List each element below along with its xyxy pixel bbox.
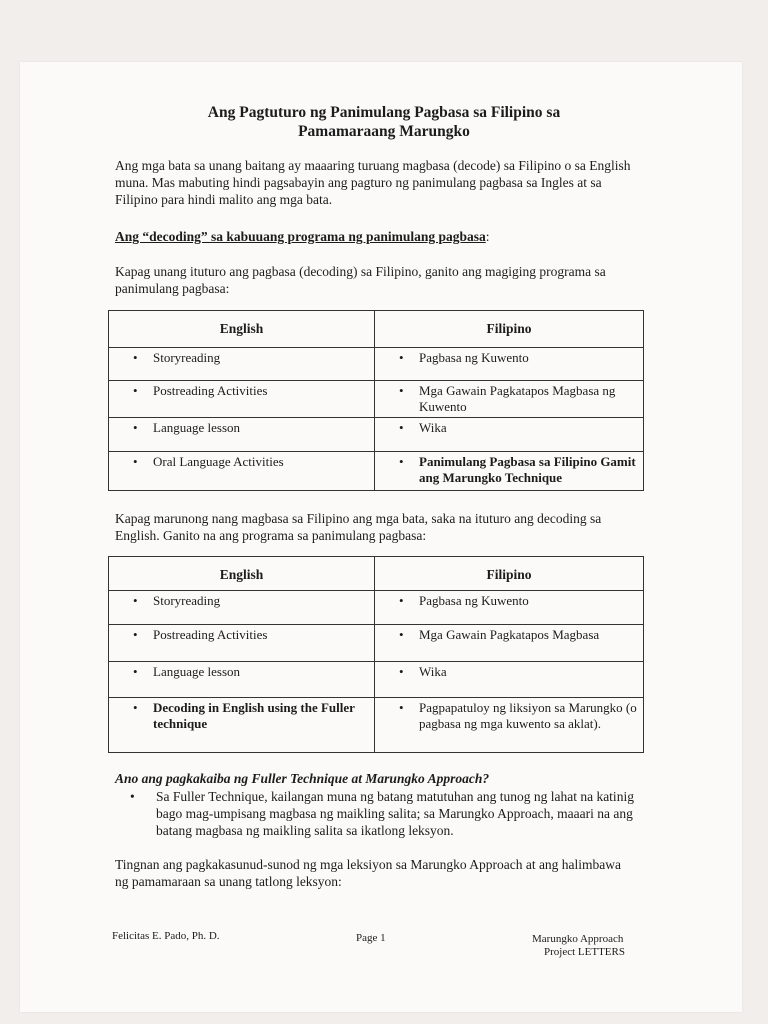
bullet-icon: •	[133, 350, 138, 365]
table-header-row	[109, 311, 644, 348]
bullet-icon: •	[133, 383, 138, 398]
footer-project-line-2: Project LETTERS	[544, 946, 625, 958]
bullet-icon: •	[133, 593, 138, 608]
bullet-icon: •	[399, 700, 404, 715]
table-row	[109, 418, 644, 452]
cell-english: Language lesson	[153, 420, 241, 435]
cell-filipino: Panimulang Pagbasa sa Filipino Gamit ang Marungko Technique	[419, 454, 636, 485]
bullet-icon: •	[399, 350, 404, 365]
section-heading	[115, 228, 635, 245]
table-row	[109, 452, 644, 491]
title-line-2: Pamamaraang Marungko	[298, 123, 470, 140]
cell-english: Postreading Activities	[153, 627, 268, 642]
paragraph-2: Kapag marunong nang magbasa sa Filipino ang mga bata, saka na ituturo ang decoding sa English. Ganito na ang programa sa panimulang pagbasa:	[115, 511, 602, 543]
cell-filipino: Pagbasa ng Kuwento	[419, 350, 529, 365]
bullet-icon: •	[133, 664, 138, 679]
table-header-row	[109, 557, 644, 591]
cell-english: Storyreading	[153, 593, 221, 608]
section-heading-text: Ang “decoding” sa kabuuang programa ng panimulang pagbasa	[115, 229, 486, 244]
bullet-icon: •	[399, 420, 404, 435]
footer-project	[532, 933, 625, 959]
footer-page-number: Page 1	[356, 932, 386, 944]
cell-filipino: Pagpapatuloy ng liksiyon sa Marungko (o pagbasa ng mga kuwento sa aklat).	[419, 700, 637, 731]
program-table-2	[108, 556, 644, 753]
bullet-icon: •	[133, 627, 138, 642]
table-row	[109, 381, 644, 418]
cell-english: Decoding in English using the Fuller technique	[153, 700, 355, 731]
program-table-1	[108, 310, 644, 491]
bullet-icon: •	[399, 454, 404, 469]
title-line-1: Ang Pagtuturo ng Panimulang Pagbasa sa Filipino sa	[207, 104, 561, 121]
bullet-icon: •	[399, 664, 404, 679]
column-header-english: English	[109, 311, 375, 348]
cell-filipino: Wika	[419, 420, 447, 435]
bullet-icon: •	[399, 383, 404, 398]
cell-filipino: Mga Gawain Pagkatapos Magbasa	[419, 627, 600, 642]
bullet-icon: •	[133, 420, 138, 435]
answer-text: Sa Fuller Technique, kailangan muna ng batang matutuhan ang tunog ng lahat na katinig bago mag-umpisang magbasa ng maikling salita; sa Marungko Approach, maaari na ang batang magbasa ng maikling salita sa ikatlong leksyon.	[156, 789, 634, 838]
bullet-icon: •	[399, 627, 404, 642]
cell-filipino: Wika	[419, 664, 447, 679]
table-row	[109, 698, 644, 753]
bullet-icon: •	[133, 700, 138, 715]
paragraph-3: Tingnan ang pagkakasunud-sunod ng mga leksiyon sa Marungko Approach at ang halimbawa ng pamamaraan sa unang tatlong leksyon:	[115, 857, 622, 889]
cell-english: Language lesson	[153, 664, 241, 679]
column-header-filipino: Filipino	[375, 557, 644, 591]
cell-filipino: Mga Gawain Pagkatapos Magbasa ng Kuwento	[419, 383, 616, 414]
table-row	[109, 348, 644, 381]
cell-english: Storyreading	[153, 350, 221, 365]
footer-author: Felicitas E. Pado, Ph. D.	[112, 930, 220, 942]
document-title	[0, 103, 768, 141]
cell-english: Oral Language Activities	[153, 454, 284, 469]
table-row	[109, 625, 644, 662]
table-row	[109, 591, 644, 625]
section-heading-colon: :	[485, 229, 490, 244]
footer-project-line-1: Marungko Approach	[532, 933, 624, 945]
column-header-filipino: Filipino	[375, 311, 644, 348]
cell-english: Postreading Activities	[153, 383, 268, 398]
table-row	[109, 662, 644, 698]
bullet-icon: •	[133, 454, 138, 469]
bullet-icon: •	[399, 593, 404, 608]
paragraph-1: Kapag unang ituturo ang pagbasa (decoding) sa Filipino, ganito ang magiging programa sa panimulang pagbasa:	[115, 264, 606, 296]
question-heading: Ano ang pagkakaiba ng Fuller Technique at Marungko Approach?	[115, 771, 490, 786]
column-header-english: English	[109, 557, 375, 591]
bullet-icon: •	[130, 789, 135, 804]
answer-item	[130, 788, 635, 839]
intro-paragraph: Ang mga bata sa unang baitang ay maaaring turuang magbasa (decode) sa Filipino o sa English muna. Mas mabuting hindi pagsabayin ang pagturo ng panimulang pagbasa sa Ingles at sa Filipino para hindi malito ang mga bata.	[115, 158, 631, 207]
cell-filipino: Pagbasa ng Kuwento	[419, 593, 529, 608]
